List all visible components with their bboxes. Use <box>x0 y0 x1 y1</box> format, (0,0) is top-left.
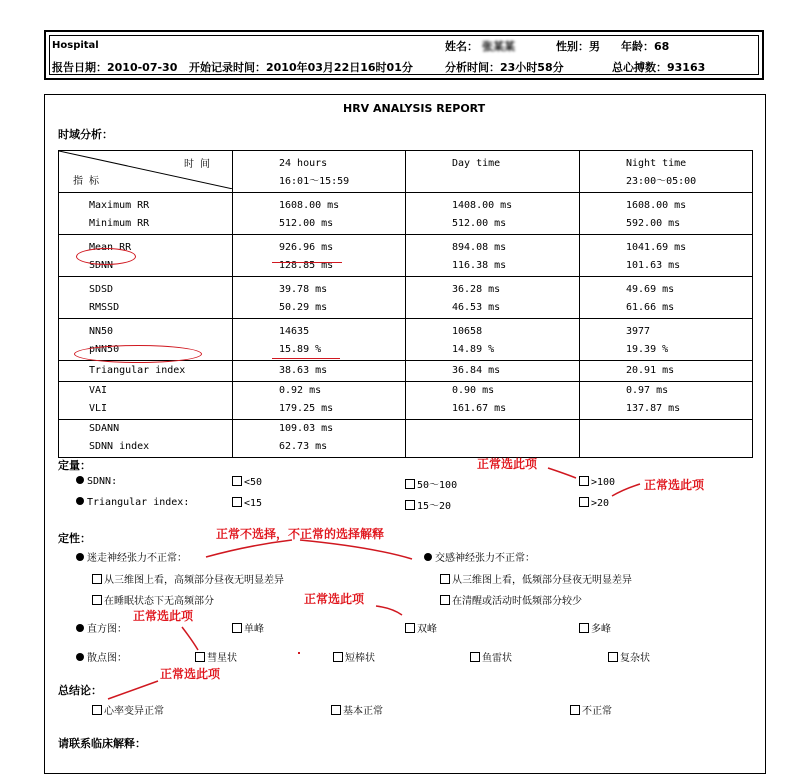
column-night: Night time 23:00～05:00 <box>580 151 753 193</box>
symp-option-2[interactable]: 在清醒或活动时低频部分较少 <box>440 592 582 607</box>
conclusion-normal-checkbox[interactable]: 心率变异正常 <box>92 702 164 717</box>
vagal-option-1[interactable]: 从三维图上看，高频部分昼夜无明显差异 <box>92 571 284 586</box>
red-dot <box>298 652 300 654</box>
record-start-time: 开始记录时间：2010年03月22日16时01分 <box>189 61 413 74</box>
table-row: Maximum RR Minimum RR 1608.00 ms 512.00 ms 1408.00 ms 512.00 ms 1608.00 ms 592.00 ms <box>59 193 753 235</box>
sdnn-gt100-checkbox[interactable]: >100 <box>579 476 615 488</box>
hospital-name: Hospital <box>52 40 99 51</box>
analysis-time: 分析时间：23小时58分 <box>445 61 564 74</box>
histogram-single-peak-checkbox[interactable]: 单峰 <box>232 620 264 635</box>
vagal-option-2[interactable]: 在睡眠状态下无高频部分 <box>92 592 214 607</box>
patient-age: 年龄：68 <box>621 40 670 53</box>
quantitative-heading: 定量： <box>58 459 91 472</box>
table-row: SDANN SDNN index 109.03 ms 62.73 ms <box>59 420 753 458</box>
annotation-normal-pick-1: 正常选此项 <box>477 457 538 471</box>
histogram-label: 直方图： <box>76 620 127 635</box>
conclusion-heading: 总结论： <box>58 684 102 697</box>
annotation-normal-pick-3: 正常选此项 <box>304 592 365 606</box>
annotation-normal-no-pick: 正常不选择，不正常的选择解释 <box>216 527 385 541</box>
conclusion-abnormal-checkbox[interactable]: 不正常 <box>570 702 612 717</box>
total-beats: 总心搏数：93163 <box>612 61 706 74</box>
tri-15-20-checkbox[interactable]: 15～20 <box>405 497 451 512</box>
corner-index-label: 指 标 <box>73 176 100 187</box>
table-row: SDSD RMSSD 39.78 ms 50.29 ms 36.28 ms 46.53 ms 49.69 ms 61.66 ms <box>59 277 753 319</box>
triangular-option-label: Triangular index: <box>76 497 189 508</box>
table-row: NN50 pNN50 14635 15.89 % 10658 14.89 % 3977 19.39 % <box>59 319 753 361</box>
scatter-complex-checkbox[interactable]: 复杂状 <box>608 649 650 664</box>
clinical-explanation-label: 请联系临床解释： <box>58 737 146 750</box>
tri-gt20-checkbox[interactable]: >20 <box>579 497 609 509</box>
histogram-double-peak-checkbox[interactable]: 双峰 <box>405 620 437 635</box>
qualitative-heading: 定性： <box>58 532 91 545</box>
tri-lt15-checkbox[interactable]: <15 <box>232 497 262 509</box>
annotation-normal-pick-4: 正常选此项 <box>133 609 194 623</box>
scatter-torpedo-checkbox[interactable]: 鱼雷状 <box>470 649 512 664</box>
report-title: HRV ANALYSIS REPORT <box>343 102 486 115</box>
report-date: 报告日期：2010-07-30 <box>52 61 178 74</box>
sdnn-lt50-checkbox[interactable]: <50 <box>232 476 262 488</box>
scatter-short-rod-checkbox[interactable]: 短棒状 <box>333 649 375 664</box>
time-domain-heading: 时域分析： <box>58 128 113 141</box>
sympathetic-label: 交感神经张力不正常： <box>424 549 535 564</box>
histogram-multi-peak-checkbox[interactable]: 多峰 <box>579 620 611 635</box>
annotation-normal-pick-5: 正常选此项 <box>160 667 221 681</box>
corner-time-label: 时 间 <box>183 159 210 170</box>
scatter-comet-checkbox[interactable]: 彗星状 <box>195 649 237 664</box>
annotation-normal-pick-2: 正常选此项 <box>644 478 705 492</box>
column-24h: 24 hours 16:01～15:59 <box>233 151 406 193</box>
sdnn-option-label: SDNN: <box>76 476 117 487</box>
sdnn-50-100-checkbox[interactable]: 50～100 <box>405 476 457 491</box>
table-row: VAI VLI 0.92 ms 179.25 ms 0.90 ms 161.67 ms 0.97 ms 137.87 ms <box>59 382 753 420</box>
column-day: Day time <box>406 151 580 193</box>
symp-option-1[interactable]: 从三维图上看，低频部分昼夜无明显差异 <box>440 571 632 586</box>
patient-name: 张某某 <box>482 40 515 53</box>
patient-sex: 性别：男 <box>556 40 600 53</box>
name-label: 姓名： <box>445 40 478 53</box>
table-row: Triangular index 38.63 ms 36.84 ms 20.91 ms <box>59 361 753 382</box>
table-row: Mean RR SDNN 926.96 ms 128.85 ms 894.08 ms 116.38 ms 1041.69 ms 101.63 ms <box>59 235 753 277</box>
conclusion-basic-normal-checkbox[interactable]: 基本正常 <box>331 702 383 717</box>
scatter-label: 散点图： <box>76 649 127 664</box>
vagal-label: 迷走神经张力不正常： <box>76 549 187 564</box>
